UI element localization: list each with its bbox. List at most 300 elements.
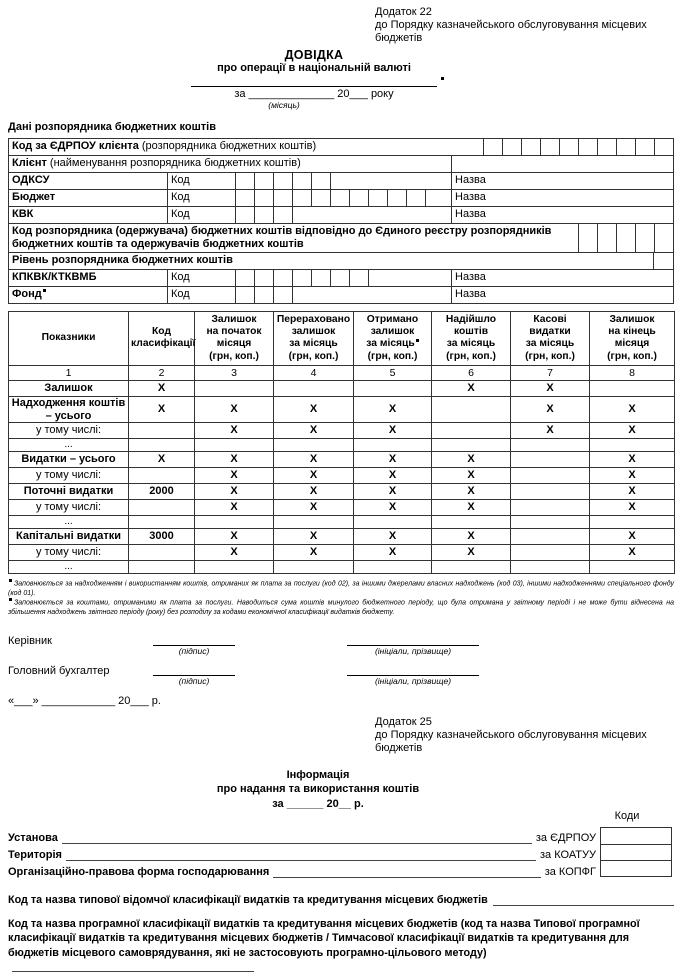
column-header-line: коштів: [453, 326, 489, 338]
value-cell[interactable]: [274, 439, 354, 452]
code-digit-cell[interactable]: [368, 190, 387, 206]
value-cell[interactable]: X: [354, 545, 432, 561]
field-code-label: за ЄДРПОУ: [535, 832, 596, 845]
value-cell[interactable]: [195, 380, 274, 396]
value-cell[interactable]: [590, 516, 675, 529]
nazva-cell[interactable]: Назва: [451, 207, 673, 223]
value-cell[interactable]: X: [354, 529, 432, 545]
code-digit-cell[interactable]: [616, 224, 635, 252]
code-digit-cell[interactable]: [654, 224, 673, 252]
client-info-table: [8, 138, 674, 304]
value-cell[interactable]: X: [274, 423, 354, 439]
value-cell[interactable]: X: [432, 452, 511, 468]
value-cell[interactable]: [274, 516, 354, 529]
head-label: Керівник: [8, 634, 52, 647]
field-code-label: за КОПФГ: [544, 866, 596, 879]
value-cell[interactable]: X: [432, 529, 511, 545]
row-label: у тому числі:: [9, 423, 129, 439]
date-line[interactable]: «___» ____________ 20___ р.: [8, 694, 161, 707]
info-row-name: Фонд: [9, 287, 167, 303]
nazva-cell[interactable]: Назва: [451, 270, 673, 286]
appendix-22-number: Додаток 22: [375, 6, 432, 18]
code-cell[interactable]: 3000: [129, 529, 195, 545]
footnote-marker-icon: [9, 579, 12, 582]
code-digit-cell[interactable]: [235, 190, 254, 206]
certificate-name-blank[interactable]: [191, 76, 437, 87]
value-cell[interactable]: [511, 545, 590, 561]
code-digit-cell[interactable]: [559, 139, 578, 155]
code-digit-cell[interactable]: [235, 173, 254, 189]
code-digit-cell[interactable]: [273, 287, 292, 303]
value-cell[interactable]: X: [274, 468, 354, 484]
head-sign-group: [153, 633, 235, 656]
value-cell[interactable]: [432, 439, 511, 452]
value-cell[interactable]: X: [354, 423, 432, 439]
value-cell[interactable]: X: [274, 484, 354, 500]
row-label: Надходження коштів – усього: [9, 396, 129, 422]
code-digit-cell[interactable]: [311, 270, 330, 286]
initials-hint: (ініціали, прізвище): [374, 675, 452, 686]
code-cell[interactable]: [129, 423, 195, 439]
column-header-line: Надійшло: [445, 314, 497, 326]
code-value-cell[interactable]: [601, 860, 671, 876]
code-digit-cell[interactable]: [235, 270, 254, 286]
value-cell[interactable]: X: [195, 529, 274, 545]
column-header-line: (грн, коп.): [209, 350, 259, 362]
value-cell[interactable]: X: [432, 500, 511, 516]
value-cell[interactable]: [195, 561, 274, 574]
value-cell[interactable]: X: [274, 545, 354, 561]
info-table-row: [9, 252, 673, 269]
certificate-title: ДОВІДКА: [284, 47, 344, 62]
code-digit-cell[interactable]: [235, 207, 254, 223]
accountant-initials-blank[interactable]: [347, 663, 479, 676]
period-line[interactable]: за ______________ 20___ року: [234, 87, 394, 100]
code-digit-cell[interactable]: [273, 270, 292, 286]
code-fill-cell[interactable]: [292, 207, 451, 223]
row-label: у тому числі:: [9, 468, 129, 484]
footnote-line: Заповнюється за коштами, отриманими як плата за послуги. Наводиться сума коштів минулого бюджетного періоду, що була отримана у звітному періоді і не може бути віднесена на збільшення надходжень звітного періоду (року) без розподілу за кодами економічної класифікації видатків бюджету.: [8, 599, 674, 617]
column-header-line: Отримано: [366, 314, 419, 326]
value-cell[interactable]: X: [195, 423, 274, 439]
info-period[interactable]: за ______ 20__ р.: [272, 797, 364, 810]
kod-label: Код: [167, 207, 235, 223]
value-cell[interactable]: X: [354, 452, 432, 468]
code-cell[interactable]: [129, 545, 195, 561]
code-fill-cell[interactable]: [330, 173, 451, 189]
column-header: [590, 311, 675, 365]
code-digit-cell[interactable]: [387, 190, 406, 206]
code-digit-cell[interactable]: [616, 139, 635, 155]
column-number: 6: [432, 365, 511, 380]
column-header-line: (грн, коп.): [288, 350, 339, 362]
table-row: [9, 468, 675, 484]
code-digit-cell[interactable]: [292, 270, 311, 286]
table-row: [9, 500, 675, 516]
info-row-label: [9, 253, 653, 269]
code-digit-cell[interactable]: [254, 173, 273, 189]
code-digit-cell[interactable]: [235, 287, 254, 303]
code-digit-cell[interactable]: [540, 139, 559, 155]
row-label: у тому числі:: [9, 545, 129, 561]
column-number: 3: [195, 365, 274, 380]
value-cell[interactable]: [354, 439, 432, 452]
column-header: [354, 311, 432, 365]
column-header: [9, 311, 129, 365]
accountant-signature-row: [8, 663, 674, 686]
value-cell[interactable]: X: [354, 500, 432, 516]
code-cell[interactable]: [129, 468, 195, 484]
table-row: [9, 452, 675, 468]
value-cell[interactable]: X: [590, 468, 675, 484]
column-header-line: (грн, коп.): [446, 350, 496, 362]
value-cell[interactable]: [432, 561, 511, 574]
vidomcha-line: [8, 892, 674, 906]
info-row-label-bold: Код розпорядника (одержувача) бюджетних коштів відповідно до Єдиного реєстру розпорядників бюджетних коштів та одержувачів бюджетних коштів: [12, 224, 552, 250]
column-header: [511, 311, 590, 365]
accountant-label: Головний бухгалтер: [8, 664, 110, 677]
column-number: 4: [274, 365, 354, 380]
footnote-line: Заповнюється за надходженням і використанням коштів, отриманих як плата за послуги (код 02), за іншими джерелами власних надходжень (код 03), іншими надходженнями спеціального фонду (код 01).: [8, 580, 674, 597]
code-fill-cell[interactable]: [292, 287, 451, 303]
column-header: [432, 311, 511, 365]
value-cell[interactable]: X: [195, 484, 274, 500]
client-name-cell[interactable]: [451, 156, 673, 172]
table-row: [9, 484, 675, 500]
value-cell[interactable]: X: [195, 468, 274, 484]
row-label: Поточні видатки: [9, 484, 129, 500]
value-cell[interactable]: X: [274, 529, 354, 545]
column-number: 8: [590, 365, 675, 380]
code-digit-cell[interactable]: [349, 270, 368, 286]
prohramna-paragraph: [8, 917, 674, 976]
code-fill-cell[interactable]: [368, 270, 451, 286]
initials-hint: (ініціали, прізвище): [374, 645, 452, 656]
value-cell[interactable]: [354, 380, 432, 396]
field-label: Організаційно-правова форма господарювання: [8, 866, 270, 879]
footnote-marker-icon: [416, 339, 419, 342]
column-header-line: класифікації: [131, 338, 196, 350]
code-digit-cell[interactable]: [292, 173, 311, 189]
table-row: [9, 561, 675, 574]
info-subtitle: про надання та використання коштів: [216, 783, 420, 796]
code-digit-cell[interactable]: [654, 139, 673, 155]
code-digit-cell[interactable]: [502, 139, 521, 155]
column-header: [195, 311, 274, 365]
value-cell[interactable]: X: [590, 396, 675, 422]
code-digit-cell[interactable]: [273, 207, 292, 223]
column-numbers-row: [9, 365, 675, 380]
value-cell[interactable]: X: [195, 452, 274, 468]
value-cell[interactable]: X: [195, 500, 274, 516]
code-digit-cell[interactable]: [406, 190, 425, 206]
column-header-line: за місяць: [356, 338, 429, 350]
code-digit-cell[interactable]: [292, 190, 311, 206]
appendix-22-subtitle: до Порядку казначейського обслуговування місцевих бюджетів: [375, 19, 647, 45]
info-header: [8, 768, 628, 811]
vidomcha-text: Код та назва типової відомчої класифікації видатків та кредитування місцевих бюджетів: [8, 894, 488, 907]
footnote-marker-icon: [441, 77, 444, 80]
value-cell[interactable]: X: [432, 468, 511, 484]
code-fill-cell[interactable]: [425, 190, 451, 206]
code-digit-cell[interactable]: [273, 173, 292, 189]
footnote-marker-icon: [9, 598, 12, 601]
prohramna-blank[interactable]: [12, 960, 254, 972]
code-digit-cell[interactable]: [597, 139, 616, 155]
info-title: Інформація: [286, 769, 350, 782]
code-digit-cell[interactable]: [254, 190, 273, 206]
value-cell[interactable]: [354, 561, 432, 574]
value-cell[interactable]: [511, 516, 590, 529]
accountant-initials-group: [347, 663, 479, 686]
value-cell[interactable]: X: [274, 396, 354, 422]
column-number: 7: [511, 365, 590, 380]
code-digit-cell[interactable]: [330, 190, 349, 206]
info-table-row: [9, 206, 673, 223]
accountant-sign-blank[interactable]: [153, 663, 235, 676]
month-hint: (місяць): [268, 99, 300, 110]
section-title: Дані розпорядника бюджетних коштів: [8, 120, 216, 133]
value-cell[interactable]: X: [590, 484, 675, 500]
info-row-label: Код за ЄДРПОУ клієнта (розпорядника бюджетних коштів): [12, 139, 317, 152]
table-row: [9, 529, 675, 545]
institution-field-row: [8, 861, 596, 878]
info-row-label-bold: Рівень розпорядника бюджетних коштів: [12, 253, 233, 266]
code-digit-cell[interactable]: [635, 139, 654, 155]
column-header-line: Касові видатки: [529, 314, 571, 338]
column-header-line: (грн, коп.): [607, 350, 657, 362]
column-number: 2: [129, 365, 195, 380]
row-label: ...: [9, 439, 129, 452]
head-sign-blank[interactable]: [153, 633, 235, 646]
code-digit-cell[interactable]: [254, 207, 273, 223]
value-cell[interactable]: X: [590, 545, 675, 561]
value-cell[interactable]: X: [590, 452, 675, 468]
row-label: Капітальні видатки: [9, 529, 129, 545]
column-header-line: на початок: [206, 326, 262, 338]
row-label: Видатки – усього: [9, 452, 129, 468]
certificate-subtitle: про операції в національній валюті: [217, 61, 411, 74]
value-cell[interactable]: [195, 439, 274, 452]
footnote-marker-icon: [43, 289, 46, 292]
column-header-line: (грн, коп.): [525, 350, 575, 362]
code-cell[interactable]: X: [129, 396, 195, 422]
column-header-line: Залишок: [211, 314, 257, 326]
code-digit-cell[interactable]: [349, 190, 368, 206]
value-cell[interactable]: [274, 561, 354, 574]
appendix-25-subtitle: до Порядку казначейського обслуговування місцевих бюджетів: [375, 728, 647, 754]
code-digit-cell[interactable]: [273, 190, 292, 206]
appendix-25-number: Додаток 25: [375, 715, 432, 728]
field-label: Установа: [8, 832, 58, 845]
code-cell[interactable]: [129, 500, 195, 516]
column-header-line: за місяць: [289, 338, 338, 350]
column-header: [129, 311, 195, 365]
code-digit-cell[interactable]: [578, 139, 597, 155]
code-cell[interactable]: X: [129, 452, 195, 468]
info-row-label: [9, 224, 578, 252]
value-cell[interactable]: [511, 452, 590, 468]
code-digit-cell[interactable]: [578, 224, 597, 252]
value-cell[interactable]: [511, 529, 590, 545]
table-row: [9, 423, 675, 439]
value-cell[interactable]: X: [432, 545, 511, 561]
column-header-line: Код: [152, 326, 171, 338]
kod-label: Код: [167, 287, 235, 303]
table-row: [9, 396, 675, 422]
info-table-row: [9, 155, 673, 172]
row-label: Залишок: [9, 380, 129, 396]
info-table-row: [9, 223, 673, 252]
code-cell[interactable]: [129, 516, 195, 529]
sign-hint: (підпис): [178, 675, 210, 686]
institution-field-row: [8, 827, 596, 844]
field-blank[interactable]: [66, 847, 536, 861]
table-row: [9, 439, 675, 452]
info-row-label-bold: Клієнт: [12, 156, 47, 169]
head-initials-blank[interactable]: [347, 633, 479, 646]
footnotes: [8, 579, 674, 617]
code-digit-cell[interactable]: [653, 253, 673, 269]
value-cell[interactable]: [511, 468, 590, 484]
info-table-row: [9, 139, 673, 155]
code-digit-cell[interactable]: [635, 224, 654, 252]
value-cell[interactable]: [590, 439, 675, 452]
column-header-line: Залишок: [609, 314, 655, 326]
codes-label: Коди: [614, 810, 640, 823]
value-cell[interactable]: X: [590, 423, 675, 439]
code-digit-cell[interactable]: [311, 190, 330, 206]
table-header-row: [9, 311, 675, 365]
nazva-cell[interactable]: Назва: [451, 190, 673, 206]
value-cell[interactable]: X: [274, 452, 354, 468]
code-digit-cell[interactable]: [521, 139, 540, 155]
value-cell[interactable]: [432, 396, 511, 422]
appendix-22-block: [375, 6, 677, 46]
value-cell[interactable]: [274, 380, 354, 396]
row-label: у тому числі:: [9, 500, 129, 516]
kod-label: Код: [167, 173, 235, 189]
value-cell[interactable]: X: [354, 484, 432, 500]
value-cell[interactable]: [432, 423, 511, 439]
info-row-name: Бюджет: [12, 190, 56, 203]
column-header-line: (грн, коп.): [367, 350, 418, 362]
info-row-label-bold: Код за ЄДРПОУ клієнта: [12, 139, 139, 152]
table-row: [9, 545, 675, 561]
sign-hint: (підпис): [178, 645, 210, 656]
value-cell[interactable]: [432, 516, 511, 529]
code-cell[interactable]: 2000: [129, 484, 195, 500]
info-row-name: КВК: [12, 207, 34, 220]
value-cell[interactable]: X: [354, 468, 432, 484]
code-digit-cell[interactable]: [311, 173, 330, 189]
value-cell[interactable]: X: [195, 545, 274, 561]
field-blank[interactable]: [273, 864, 540, 878]
value-cell[interactable]: [511, 500, 590, 516]
code-digit-cell[interactable]: [597, 224, 616, 252]
row-label: ...: [9, 516, 129, 529]
column-header-line: за місяць: [446, 338, 496, 350]
value-cell[interactable]: X: [432, 484, 511, 500]
appendix-25-block: [375, 716, 677, 756]
certificate-name-blank-row: [191, 76, 437, 87]
column-header-line: місяця: [614, 338, 650, 350]
operations-table: [8, 311, 675, 574]
nazva-cell[interactable]: Назва: [451, 173, 673, 189]
column-header-line: залишок: [370, 326, 415, 338]
code-digit-cell[interactable]: [483, 139, 502, 155]
prohramna-text: Код та назва програмної класифікації видатків та кредитування місцевих бюджетів (код та назва Типової програмної класифікації видатків та кредитування місцевих бюджетів / Тимчасової класифікації видатків та кредитування для бюджетів місцевого самоврядування, які не застосовують програмно-цільового методу): [8, 918, 640, 959]
field-label: Територія: [8, 849, 62, 862]
value-cell[interactable]: [511, 484, 590, 500]
info-table-row: [9, 172, 673, 189]
value-cell[interactable]: [590, 561, 675, 574]
value-cell[interactable]: X: [511, 380, 590, 396]
value-cell[interactable]: X: [511, 423, 590, 439]
code-digit-cell[interactable]: [254, 270, 273, 286]
code-cell[interactable]: X: [129, 380, 195, 396]
table-row: [9, 516, 675, 529]
code-cell[interactable]: [129, 561, 195, 574]
table-row: [9, 380, 675, 396]
value-cell[interactable]: [511, 439, 590, 452]
code-digit-cell[interactable]: [330, 270, 349, 286]
column-header-line: на кінець: [608, 326, 656, 338]
value-cell[interactable]: [354, 516, 432, 529]
head-initials-group: [347, 633, 479, 656]
value-cell[interactable]: X: [511, 396, 590, 422]
column-header-line: за місяць: [525, 338, 575, 350]
value-cell[interactable]: X: [354, 396, 432, 422]
code-digit-cell[interactable]: [254, 287, 273, 303]
codes-box: [600, 827, 672, 877]
column-header: [274, 311, 354, 365]
column-header-line: залишок: [291, 326, 336, 338]
kod-label: Код: [167, 270, 235, 286]
column-number: 5: [354, 365, 432, 380]
value-cell[interactable]: [511, 561, 590, 574]
info-row-label: Клієнт (найменування розпорядника бюджетних коштів): [12, 156, 301, 169]
info-table-row: [9, 269, 673, 286]
code-value-cell[interactable]: [601, 828, 671, 844]
info-table-row: [9, 286, 673, 303]
head-signature-row: [8, 633, 674, 656]
row-label: ...: [9, 561, 129, 574]
value-cell[interactable]: X: [590, 500, 675, 516]
column-header-line: Показники: [41, 332, 96, 344]
institution-fields: [8, 810, 674, 879]
value-cell[interactable]: [590, 380, 675, 396]
value-cell[interactable]: X: [432, 380, 511, 396]
code-cell[interactable]: [129, 439, 195, 452]
column-header-line: Перераховано: [276, 314, 351, 326]
value-cell[interactable]: X: [590, 529, 675, 545]
vidomcha-blank[interactable]: [493, 892, 674, 906]
column-header-line: місяця: [216, 338, 252, 350]
value-cell[interactable]: X: [195, 396, 274, 422]
field-code-label: за КОАТУУ: [540, 849, 596, 862]
accountant-sign-group: [153, 663, 235, 686]
value-cell[interactable]: [195, 516, 274, 529]
nazva-cell[interactable]: Назва: [451, 287, 673, 303]
certificate-header: [8, 48, 620, 110]
code-value-cell[interactable]: [601, 844, 671, 860]
info-table-row: [9, 189, 673, 206]
field-blank[interactable]: [62, 830, 532, 844]
value-cell[interactable]: X: [274, 500, 354, 516]
kod-label: Код: [167, 190, 235, 206]
info-row-name: ОДКСУ: [12, 173, 50, 186]
